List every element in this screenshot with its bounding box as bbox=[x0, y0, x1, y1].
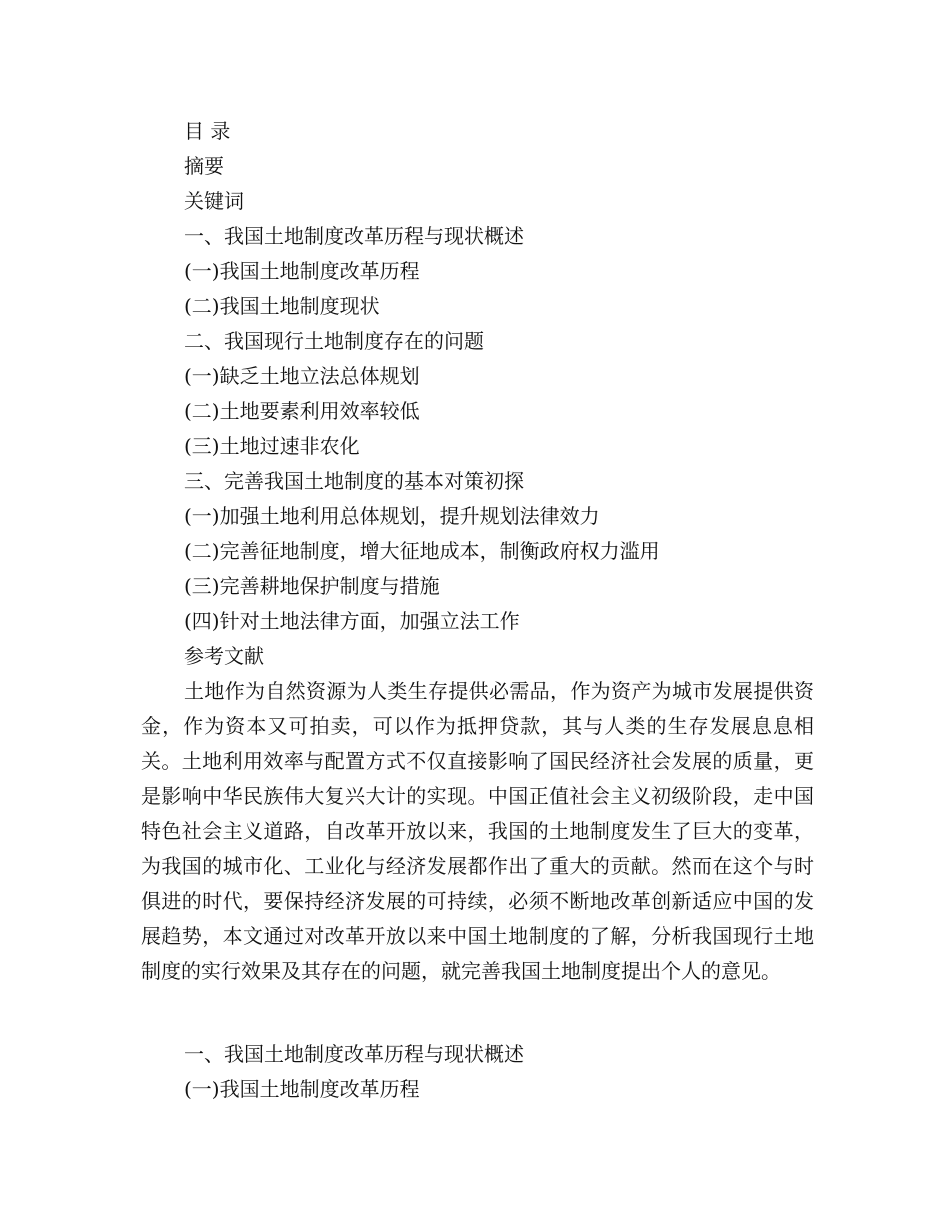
toc-item-1-2: (二)我国土地制度现状 bbox=[184, 294, 380, 318]
toc-item-chapter-2: 二、我国现行土地制度存在的问题 bbox=[184, 329, 484, 353]
intro-paragraph: 土地作为自然资源为人类生存提供必需品，作为资产为城市发展提供资金，作为资本又可拍卖，可以作为抵押贷款，其与人类的生存发展息息相关。土地利用效率与配置方式不仅直接影响了国民经济社会发展的质量，更是影响中华民族伟大复兴大计的实现。中国正值社会主义初级阶段，走中国特色社会主义道路，自改革开放以来，我国的土地制度发生了巨大的变革，为我国的城市化、工业化与经济发展都作出了重大的贡献。然而在这个与时俱进的时代，要保持经济发展的可持续，必须不断地改革创新适应中国的发展趋势，本文通过对改革开放以来中国土地制度的了解，分析我国现行土地制度的实行效果及其存在的问题，就完善我国土地制度提出个人的意见。 bbox=[141, 679, 814, 983]
toc-item-2-2: (二)土地要素利用效率较低 bbox=[184, 399, 420, 423]
section-heading: 一、我国土地制度改革历程与现状概述 bbox=[184, 1042, 524, 1066]
toc-title: 目 录 bbox=[184, 119, 231, 143]
toc-item-2-3: (三)土地过速非农化 bbox=[184, 434, 360, 458]
toc-item-2-1: (一)缺乏土地立法总体规划 bbox=[184, 364, 420, 388]
toc-item-3-1: (一)加强土地利用总体规划，提升规划法律效力 bbox=[184, 504, 600, 528]
toc-item-3-2: (二)完善征地制度，增大征地成本，制衡政府权力滥用 bbox=[184, 539, 660, 563]
toc-item-1-1: (一)我国土地制度改革历程 bbox=[184, 259, 420, 283]
toc-item-abstract: 摘要 bbox=[184, 154, 224, 178]
toc-item-3-4: (四)针对土地法律方面，加强立法工作 bbox=[184, 609, 520, 633]
toc-item-chapter-3: 三、完善我国土地制度的基本对策初探 bbox=[184, 469, 524, 493]
toc-item-chapter-1: 一、我国土地制度改革历程与现状概述 bbox=[184, 224, 524, 248]
toc-item-keywords: 关键词 bbox=[184, 189, 244, 213]
toc-item-references: 参考文献 bbox=[184, 644, 264, 668]
subsection-heading: (一)我国土地制度改革历程 bbox=[184, 1077, 420, 1101]
toc-item-3-3: (三)完善耕地保护制度与措施 bbox=[184, 574, 440, 598]
table-of-contents bbox=[184, 114, 824, 674]
